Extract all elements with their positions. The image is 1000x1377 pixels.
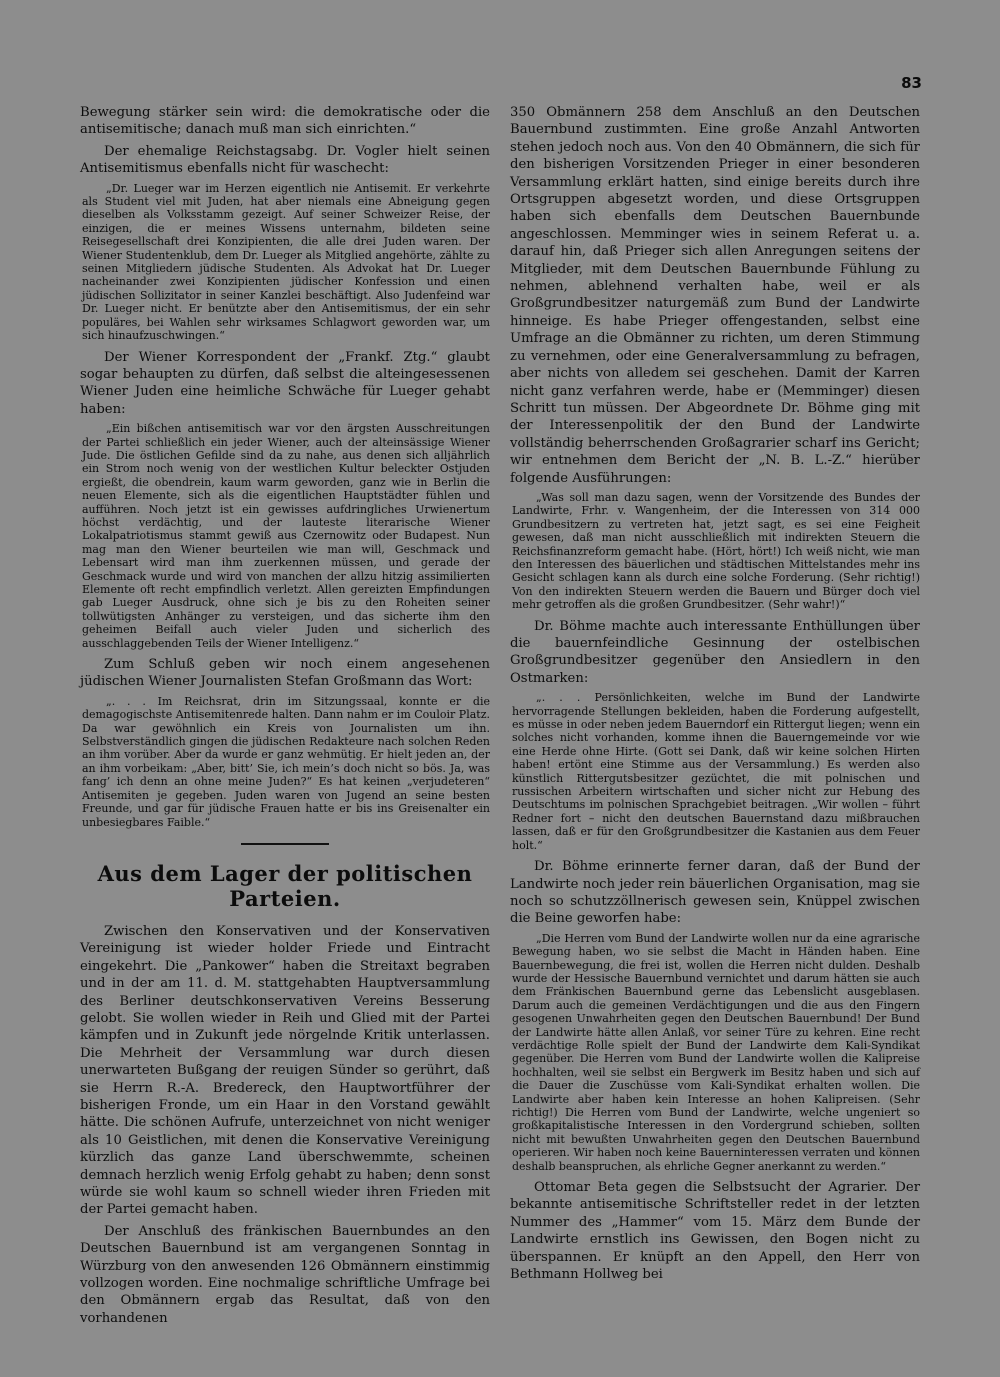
section-divider xyxy=(241,843,329,845)
bauernbund-article-start: Der Anschluß des fränkischen Bauernbundes an den Deutschen Bauernbund ist am vergangenen Sonntag in Würzburg von den anwesenden 126 Obmännern einstimmig vollzogen worden. Eine nochmalige schriftliche Umfrage bei den Obmännern ergab das Resultat, daß von den vorhandenen xyxy=(80,1223,490,1326)
rittergut-quote: „. . . Persönlichkeiten, welche im Bund der Landwirte hervorragende Stellungen bekleiden, haben die Forderung aufgestellt, es müsse in oder neben jedem Bauerndorf ein Rittergut liegen; wenn ein solches nicht vorhanden, komme ihnen die Bauerngemeinde vor wie eine Herde ohne Hirte. (Gott sei Dank, daß wir keine solchen Hirten haben! ertönt eine Stimme aus der Versammlung.) Es werden also künstlich Rittergutsbesitzer gezüchtet, die mit polnischen und russischen Arbeitern wirtschaften und sicher nicht zur Hebung des Deutschtums im polnischen Sprachgebiet beitragen. „Wir wollen – führt Redner fort – nicht den deutschen Bauernstand dazu mißbrauchen lassen, daß er für den Großgrundbesitzer die Kastanien aus dem Feuer holt.“ xyxy=(512,691,920,852)
right-column xyxy=(510,104,920,1287)
vogler-quote: „Dr. Lueger war im Herzen eigentlich nie Antisemit. Er verkehrte als Student viel mit Juden, hat aber niemals eine Abneigung gegen dieselben als Volksstamm gezeigt. Auf seiner Schweizer Reise, der einzigen, die er meines Wissens unternahm, bildeten seine Reisegesellschaft drei Konzipienten, die alle drei Juden waren. Der Wiener Studentenklub, dem Dr. Lueger als Mitglied angehörte, zählte zu seinen Mitgliedern jüdische Studenten. Als Advokat hat Dr. Lueger nacheinander zwei Konzipienten jüdischer Konfession und einen jüdischen Sollizitator in seiner Kanzlei beschäftigt. Also Judenfeind war Dr. Lueger nicht. Er benützte aber den Antisemitismus, der ein sehr populäres, bei Wahlen sehr wirksames Schlagwort geworden war, um sich hinaufzuschwingen.“ xyxy=(82,181,490,343)
page-number: 83 xyxy=(901,74,922,92)
continued-fragment: Bewegung stärker sein wird: die demokratische oder die antisemitische; danach muß man sich einrichten.“ xyxy=(80,105,490,138)
boehme-revelations: Dr. Böhme machte auch interessante Enthüllungen über die bauernfeindliche Gesinnung der ostelbischen Großgrundbesitzer gegenüber den Ansiedlern in den Ostmarken: xyxy=(510,618,920,686)
wangenheim-quote: „Was soll man dazu sagen, wenn der Vorsitzende des Bundes der Landwirte, Frhr. v. Wangenheim, der die Interessen von 314 000 Grundbesitzern zu vertreten hat, jetzt sagt, es sei eine Feigheit gewesen, daß man nicht ausschließlich mit indirekten Steuern die Reichsfinanzreform gemacht habe. (Hört, hört!) Ich weiß nicht, wie man den Interessen des bäuerlichen und städtischen Mittelstandes mehr ins Gesicht schlagen kann als durch eine solche Forderung. (Sehr richtig!) Von den indirekten Steuern werden die Bauern und Bürger doch viel mehr getroffen als die großen Grundbesitzer. (Sehr wahr!)“ xyxy=(512,490,920,612)
boehme-reminder: Dr. Böhme erinnerte ferner daran, daß der Bund der Landwirte noch jeder rein bäuerlichen Organisation, mag sie noch so schutzzöllnerisch gewesen sein, Knüppel zwischen die Beine geworfen habe: xyxy=(510,859,920,927)
section-headline: Aus dem Lager der politischen Parteien. xyxy=(97,860,473,911)
grossmann-quote: „. . . Im Reichsrat, drin im Sitzungssaal, konnte er die demagogischste Antisemitenrede halten. Dann nahm er im Couloir Platz. Da war gewöhnlich ein Kreis von Journalisten um ihn. Selbstverständlich gingen die jüdischen Redakteure nach solchen Reden an ihm vorüber. Aber da wurde er ganz wehmütig. Er hielt jeden an, der an ihm vorbeikam: „Aber, bitt’ Sie, ich mein’s doch nicht so bös. Ja, was fang’ ich denn an ohne meine Juden?“ Es hat keinen „verjudeteren“ Antisemiten je gegeben. Juden waren von Jugend an seine besten Freunde, und gar für jüdische Frauen hatte er bis ins Greisenalter ein unbesiegbares Faible.“ xyxy=(82,694,490,829)
grossmann-intro: Zum Schluß geben wir noch einem angesehenen jüdischen Wiener Journalisten Stefan Großmann das Wort: xyxy=(80,657,490,690)
frankf-intro: Der Wiener Korrespondent der „Frankf. Ztg.“ glaubt sogar behaupten zu dürfen, daß selbst die alteingesessenen Wiener Juden eine heimliche Schwäche für Lueger gehabt haben: xyxy=(80,349,490,417)
beta-article: Ottomar Beta gegen die Selbstsucht der Agrarier. Der bekannte antisemitische Schriftsteller redet in der letzten Nummer des „Hammer“ vom 15. März dem Bunde der Landwirte ernstlich ins Gewissen, den Bogen nicht zu überspannen. Er knüpft an den Appell, den Herr von Bethmann Hollweg bei xyxy=(510,1180,920,1283)
kali-quote: „Die Herren vom Bund der Landwirte wollen nur da eine agrarische Bewegung haben, wo sie selbst die Macht in Händen haben. Eine Bauernbewegung, die frei ist, wollen die Herren nicht dulden. Deshalb wurde der Hessische Bauernbund vernichtet und darum hätten sie auch dem Fränkischen Bauernbund gerne das Lebenslicht ausgeblasen. Darum auch die gemeinen Verdächtigungen und die aus den Fingern gesogenen Unwahrheiten gegen den Deutschen Bauernbund! Der Bund der Landwirte hätte allen Anlaß, vor seiner Türe zu kehren. Eine recht verdächtige Rolle spielt der Bund der Landwirte dem Kali-Syndikat gegenüber. Die Herren vom Bund der Landwirte wollen die Kalipreise hochhalten, weil sie selbst ein Bergwerk im Besitz haben und sich auf die Dauer die Zuschüsse vom Kali-Syndikat erhalten wollen. Die Landwirte aber haben kein Interesse an hohen Kalipreisen. (Sehr richtig!) Die Herren vom Bund der Landwirte, welche ungeniert so großkapitalistische Interessen in den Vordergrund schieben, sollten nicht mit bewußten Unwahrheiten gegen den Deutschen Bauernbund operieren. Wir haben noch keine Bauerninteressen verraten und können deshalb beanspruchen, als ehrliche Gegner anerkannt zu werden.“ xyxy=(512,931,920,1173)
konservative-article: Zwischen den Konservativen und der Konservativen Vereinigung ist wieder holder Friede und Eintracht eingekehrt. Die „Pankower“ haben die Streitaxt begraben und in der am 11. d. M. stattgehabten Hauptversammlung des Berliner deutschkonservativen Vereins Besserung gelobt. Sie wollen wieder in Reih und Glied mit der Partei kämpfen und in Zukunft jede nörgelnde Kritik unterlassen. Die Mehrheit der Versammlung war durch diesen unerwarteten Bußgang der reuigen Sünder so gerührt, daß sie Herrn R.-A. Bredereck, den Hauptwortführer der bisherigen Fronde, um ein Haar in den Vorstand gewählt hätte. Die schönen Aufrufe, unterzeichnet von nicht weniger als 10 Geistlichen, mit denen die Konservative Vereinigung kürzlich das ganze Land überschwemmte, scheinen demnach herzlich wenig Erfolg gehabt zu haben; denn sonst würde sie wohl kaum so schnell wieder ihren Frieden mit der Partei gemacht haben. xyxy=(80,923,490,1218)
frankf-quote: „Ein bißchen antisemitisch war vor den ärgsten Ausschreitungen der Partei schließlich ein jeder Wiener, auch der alteinsässige Wiener Jude. Die östlichen Gefilde sind da zu nahe, aus denen sich alljährlich ein Strom noch wenig von der westlichen Kultur beleckter Ostjuden ergießt, die obendrein, kaum warm geworden, ganz wie in Berlin die neuen Elemente, sich als die eigentlichen Hauptstädter fühlen und aufführen. Noch jetzt ist ein gewisses aufdringliches Urwienertum höchst verdächtig, und der lauteste literarische Wiener Lokalpatriotismus stammt gewiß aus Czernowitz oder Budapest. Nun mag man den Wiener beurteilen wie man will, Geschmack und Lebensart wird man ihm zuerkennen müssen, und gerade der Geschmack wurde und wird von manchen der allzu hitzig assimilierten Elemente oft recht empfindlich verletzt. Allen gereizten Empfindungen gab Lueger Ausdruck, ohne sich je bis zu den Roheiten seiner tollwütigsten Anhänger zu versteigen, und das sicherte ihm den geheimen Beifall auch vieler Juden und sicherlich des ausschlaggebenden Teils der Wiener Intelligenz.“ xyxy=(82,422,490,650)
vogler-intro: Der ehemalige Reichstagsabg. Dr. Vogler hielt seinen Antisemitismus ebenfalls nicht für waschecht: xyxy=(80,143,490,177)
bauernbund-article-continued: 350 Obmännern 258 dem Anschluß an den Deutschen Bauernbund zustimmten. Eine große Anzahl Antworten stehen jedoch noch aus. Von den 40 Obmännern, die sich für den bisherigen Vorsitzenden Prieger in einer besonderen Versammlung erklärt hatten, sind einige bereits durch ihre Ortsgruppen abgesetzt worden, und diese Ortsgruppen haben sich ebenfalls dem Deutschen Bauernbunde angeschlossen. Memminger wies in seinem Referat u. a. darauf hin, daß Prieger sich allen Anregungen seitens der Mitglieder, mit dem Deutschen Bauernbunde Fühlung zu nehmen, ablehnend verhalten habe, weil er als Großgrundbesitzer naturgemäß zum Bund der Landwirte hinneige. Es habe Prieger offengestanden, selbst eine Umfrage an die Obmänner zu richten, um deren Stimmung zu vernehmen, oder eine Generalversammlung zu befragen, aber nichts von alledem sei geschehen. Damit der Karren nicht ganz verfahren werde, habe er (Memminger) diesen Schritt tun müssen. Der Abgeordnete Dr. Böhme ging mit der Interessenpolitik der den Bund der Landwirte vollständig beherrschenden Großagrarier scharf ins Gericht; wir entnehmen dem Bericht der „N. B. L.-Z.“ hierüber folgende Ausführungen: xyxy=(510,105,920,486)
left-column xyxy=(80,104,490,1331)
